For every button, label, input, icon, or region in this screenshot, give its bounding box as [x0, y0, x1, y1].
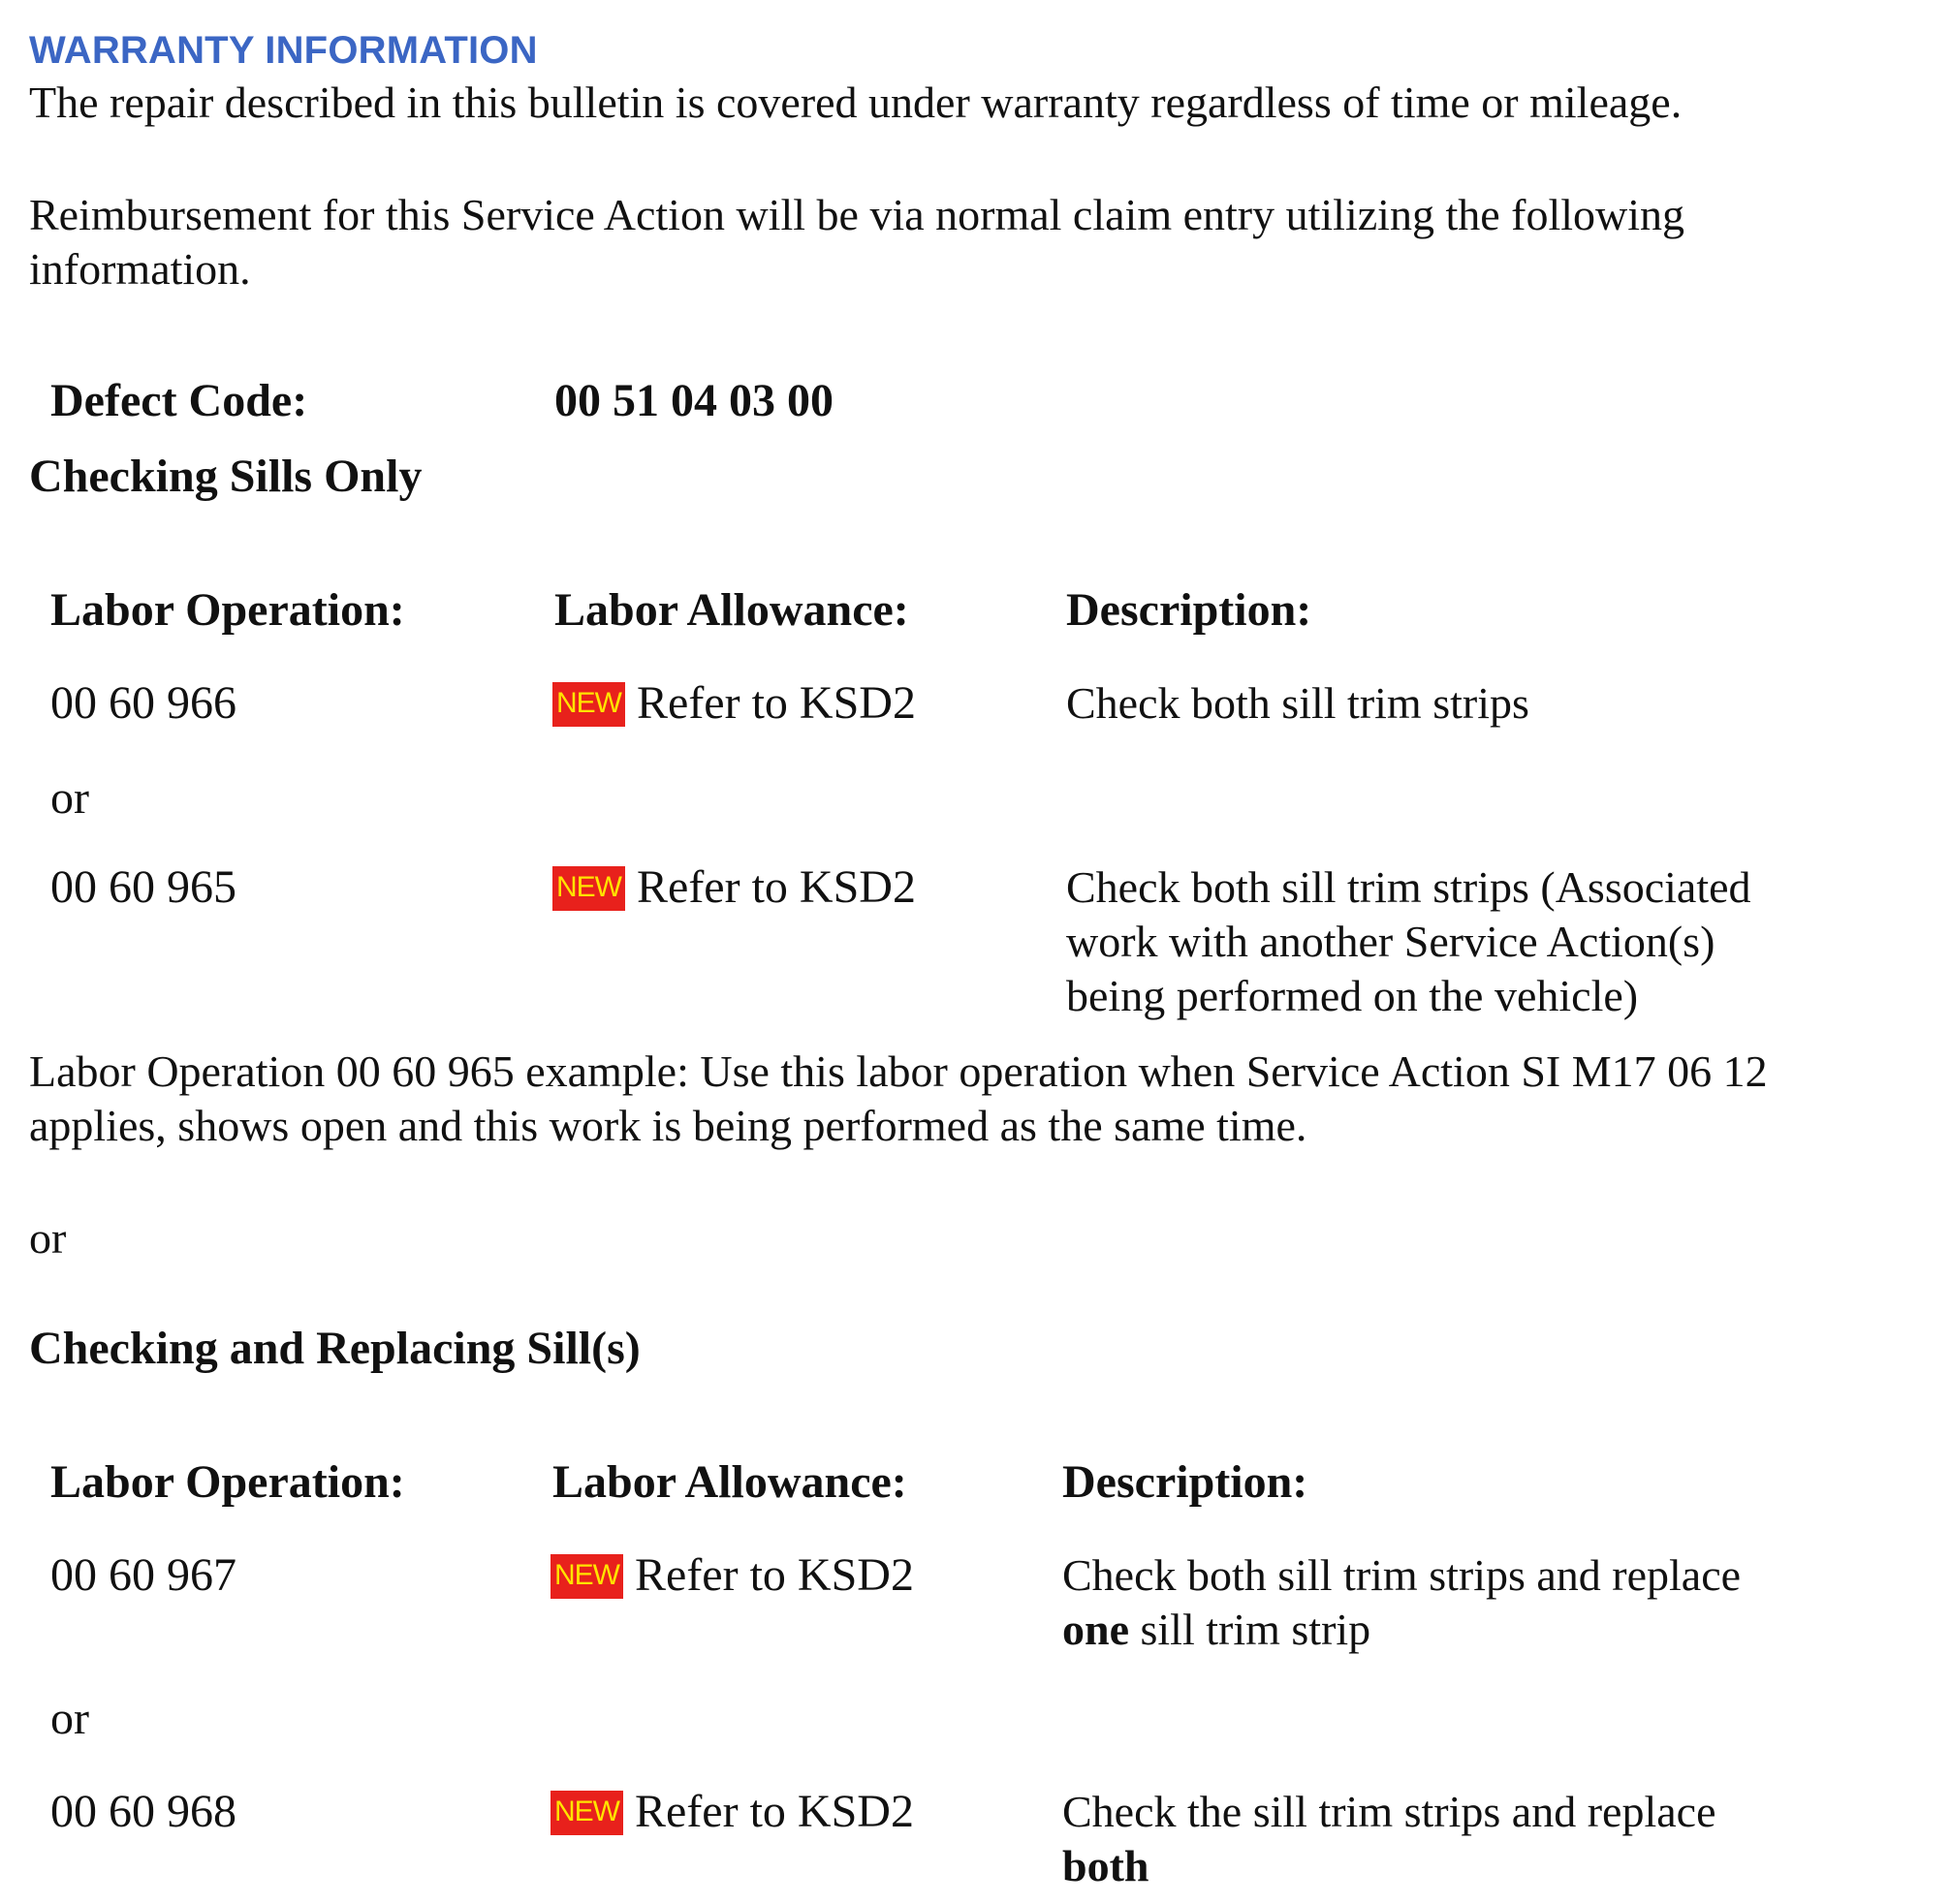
or-separator: or: [29, 1213, 67, 1263]
example-line-2: applies, shows open and this work is being performed as the same time.: [29, 1101, 1307, 1150]
warranty-heading: WARRANTY INFORMATION: [29, 29, 538, 72]
labor-allowance-text: Refer to KSD2: [637, 677, 916, 729]
emphasis-text: one: [1062, 1605, 1129, 1654]
description-line: work with another Service Action(s): [1066, 917, 1715, 966]
labor-allowance-text: Refer to KSD2: [637, 861, 916, 913]
labor-allowance-text: Refer to KSD2: [635, 1786, 914, 1837]
labor-operation-header: Labor Operation:: [50, 1456, 405, 1508]
description-text: Check both sill trim strips: [1066, 678, 1529, 728]
reimbursement-line-1: Reimbursement for this Service Action will be via normal claim entry utilizing the following: [29, 190, 1685, 239]
labor-operation-code: 00 60 968: [50, 1786, 236, 1837]
description-line: Check both sill trim strips (Associated: [1066, 862, 1751, 912]
reimbursement-line-2: information.: [29, 244, 251, 294]
intro-text: The repair described in this bulletin is covered under warranty regardless of time or mileage.: [29, 78, 1683, 127]
description-line: Check both sill trim strips and replace: [1062, 1550, 1742, 1600]
section-title-replacing-sills: Checking and Replacing Sill(s): [29, 1323, 641, 1374]
description-header: Description:: [1062, 1456, 1308, 1508]
labor-operation-code: 00 60 966: [50, 677, 236, 729]
example-line-1: Labor Operation 00 60 965 example: Use this labor operation when Service Action SI M17 06 12: [29, 1046, 1768, 1096]
labor-allowance-header: Labor Allowance:: [552, 1456, 907, 1508]
new-badge: NEW: [551, 1791, 623, 1835]
new-badge: NEW: [551, 1554, 623, 1599]
defect-code-value: 00 51 04 03 00: [554, 375, 834, 426]
labor-allowance-cell: [551, 1785, 914, 1838]
or-separator: or: [50, 1693, 89, 1744]
description-line: being performed on the vehicle): [1066, 971, 1639, 1020]
labor-allowance-cell: [552, 860, 916, 914]
labor-operation-code: 00 60 965: [50, 861, 236, 913]
labor-allowance-cell: [551, 1548, 914, 1602]
section-title-checking-sills: Checking Sills Only: [29, 451, 423, 502]
labor-operation-code: 00 60 967: [50, 1549, 236, 1601]
new-badge: NEW: [552, 866, 625, 911]
description-line: [1062, 1603, 1370, 1657]
labor-operation-header: Labor Operation:: [50, 584, 405, 636]
new-badge: NEW: [552, 682, 625, 727]
labor-allowance-header: Labor Allowance:: [554, 584, 909, 636]
description-header: Description:: [1066, 584, 1312, 636]
labor-allowance-cell: [552, 676, 916, 730]
emphasis-text: both: [1062, 1841, 1149, 1890]
or-separator: or: [50, 772, 89, 824]
description-rest: sill trim strip: [1129, 1605, 1371, 1654]
description-line: Check the sill trim strips and replace: [1062, 1787, 1716, 1836]
labor-allowance-text: Refer to KSD2: [635, 1549, 914, 1601]
defect-code-label: Defect Code:: [50, 375, 308, 426]
